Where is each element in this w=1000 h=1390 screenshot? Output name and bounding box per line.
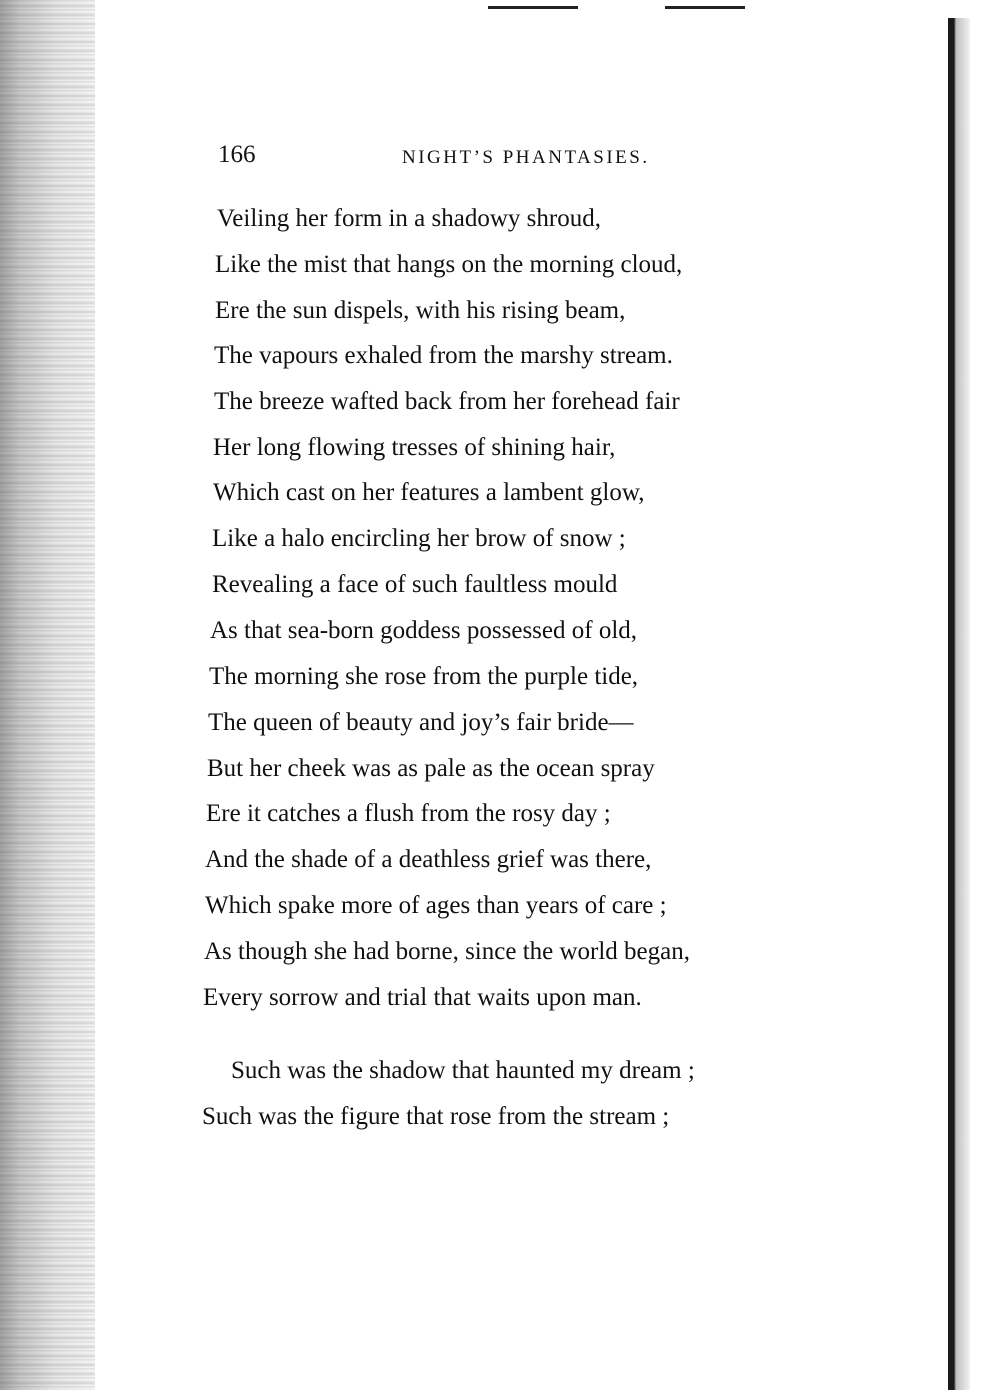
poem-line: The breeze wafted back from her forehead fair bbox=[214, 388, 680, 415]
poem-line: Revealing a face of such faultless mould bbox=[212, 571, 618, 598]
poem-line: The vapours exhaled from the marshy stream. bbox=[214, 342, 673, 369]
poem-line: Like the mist that hangs on the morning cloud, bbox=[215, 251, 683, 278]
page-header bbox=[218, 138, 778, 178]
poem-line: As that sea-born goddess possessed of old, bbox=[210, 617, 638, 644]
poem-line: The morning she rose from the purple tide, bbox=[209, 663, 639, 690]
top-rule-left bbox=[488, 6, 578, 9]
poem-line: But her cheek was as pale as the ocean spray bbox=[207, 755, 655, 782]
poem-line: The queen of beauty and joy’s fair bride— bbox=[208, 709, 634, 736]
poem-line: Ere it catches a flush from the rosy day ; bbox=[206, 800, 611, 827]
poem-line: Veiling her form in a shadowy shroud, bbox=[217, 205, 601, 232]
poem-line: And the shade of a deathless grief was there, bbox=[205, 846, 652, 873]
top-rule-right bbox=[665, 6, 745, 9]
poem-line: Her long flowing tresses of shining hair, bbox=[213, 434, 616, 461]
poem-line: Every sorrow and trial that waits upon man. bbox=[203, 984, 642, 1011]
running-title: NIGHT’S PHANTASIES. bbox=[402, 147, 650, 168]
scan-shadow-left bbox=[0, 0, 95, 1390]
poem-line: Such was the shadow that haunted my dream ; bbox=[231, 1057, 695, 1084]
poem-line: Such was the figure that rose from the stream ; bbox=[202, 1103, 670, 1130]
poem-line: Ere the sun dispels, with his rising beam, bbox=[215, 297, 626, 324]
poem-line: Which cast on her features a lambent glow, bbox=[213, 479, 645, 506]
page-number: 166 bbox=[218, 141, 256, 168]
scan-shadow-right bbox=[948, 18, 970, 1390]
poem-line: Like a halo encircling her brow of snow ; bbox=[212, 525, 626, 552]
poem-line: Which spake more of ages than years of care ; bbox=[205, 892, 667, 919]
poem-line: As though she had borne, since the world began, bbox=[204, 938, 690, 965]
